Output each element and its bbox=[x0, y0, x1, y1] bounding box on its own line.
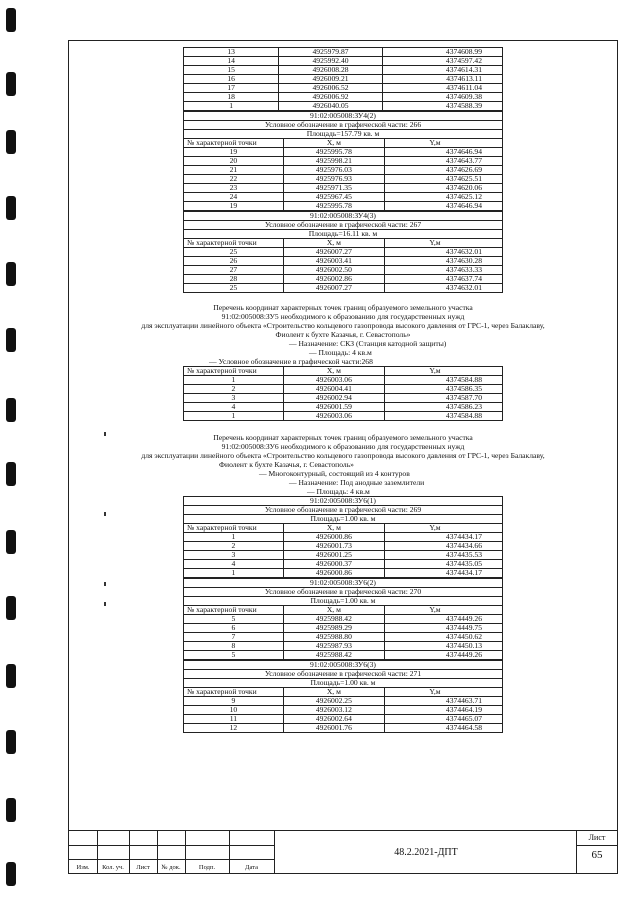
table-row bbox=[184, 569, 503, 578]
y-coordinate: 4374434.17 bbox=[384, 569, 502, 578]
zu5-designation: — Назначение: СКЗ (Станция катодной защиты) bbox=[289, 339, 447, 348]
col-header-x: X, м bbox=[283, 606, 384, 615]
y-coordinate: 4374625.51 bbox=[384, 175, 502, 184]
x-coordinate: 4926009.21 bbox=[279, 75, 382, 84]
zu5-area: — Площадь: 4 кв.м bbox=[309, 348, 372, 357]
zu5-purpose-object: для эксплуатации линейного объекта «Строительство кольцевого газопровода высокого давления от ГРС-1, через Балаклаву, bbox=[141, 321, 545, 330]
section-area: Площадь=16.11 кв. м bbox=[184, 230, 503, 239]
binding-strip bbox=[0, 0, 26, 905]
coord-table-zu5 bbox=[183, 366, 503, 421]
y-coordinate: 4374449.75 bbox=[384, 624, 502, 633]
y-coordinate: 4374586.35 bbox=[384, 385, 502, 394]
section-area: Площадь=1.00 кв. м bbox=[184, 597, 503, 606]
zu6-contours: — Многоконтурный, состоящий из 4 контуров bbox=[259, 469, 410, 478]
point-number: 2 bbox=[184, 385, 284, 394]
zu6-cadastral: 91:02:005008:ЗУ6 необходимого к образованию для государственных нужд bbox=[221, 442, 465, 451]
y-coordinate: 4374587.70 bbox=[384, 394, 502, 403]
point-number: 8 bbox=[184, 642, 284, 651]
point-number: 22 bbox=[184, 175, 284, 184]
coord-table-zu6-1 bbox=[183, 496, 503, 578]
point-number: 19 bbox=[184, 148, 284, 157]
y-coordinate: 4374646.94 bbox=[384, 202, 502, 211]
x-coordinate: 4926002.94 bbox=[283, 394, 384, 403]
y-coordinate: 4374633.33 bbox=[384, 266, 502, 275]
y-coordinate: 4374620.06 bbox=[384, 184, 502, 193]
x-coordinate: 4925988.42 bbox=[283, 615, 384, 624]
zu5-location: Фиолент к бухте Казачья, г. Севастополь» bbox=[275, 330, 411, 339]
y-coordinate: 4374632.01 bbox=[384, 284, 502, 293]
zu6-description bbox=[69, 433, 617, 496]
zu6-area: — Площадь: 4 кв.м bbox=[307, 487, 370, 496]
zu6-designation: — Назначение: Под анодные заземлители bbox=[289, 478, 425, 487]
section-legend: Условное обозначение в графической части: 271 bbox=[184, 670, 503, 679]
x-coordinate: 4926001.25 bbox=[283, 551, 384, 560]
point-number: 5 bbox=[184, 651, 284, 660]
section-area: Площадь=1.00 кв. м bbox=[184, 515, 503, 524]
y-coordinate: 4374588.39 bbox=[382, 102, 502, 111]
coord-table-zu6-3 bbox=[183, 660, 503, 733]
x-coordinate: 4926006.52 bbox=[279, 84, 382, 93]
x-coordinate: 4925988.80 bbox=[283, 633, 384, 642]
stamp-label-signature: Подп. bbox=[198, 864, 216, 871]
point-number: 13 bbox=[184, 48, 279, 57]
revision-grid bbox=[69, 831, 274, 873]
table-row bbox=[184, 412, 503, 421]
point-number: 18 bbox=[184, 93, 279, 102]
x-coordinate: 4925971.35 bbox=[283, 184, 384, 193]
col-header-point: № характерной точки bbox=[184, 524, 284, 533]
x-coordinate: 4926007.27 bbox=[283, 248, 384, 257]
x-coordinate: 4926002.86 bbox=[283, 275, 384, 284]
binding-hole bbox=[6, 462, 16, 486]
point-number: 12 bbox=[184, 724, 284, 733]
y-coordinate: 4374449.26 bbox=[384, 651, 502, 660]
section-code: 91:02:005008:ЗУ4(2) bbox=[184, 112, 503, 121]
table-row bbox=[184, 284, 503, 293]
y-coordinate: 4374450.13 bbox=[384, 642, 502, 651]
section-code: 91:02:005008:ЗУ4(3) bbox=[184, 212, 503, 221]
x-coordinate: 4926007.27 bbox=[283, 284, 384, 293]
point-number: 15 bbox=[184, 66, 279, 75]
x-coordinate: 4926006.92 bbox=[279, 93, 382, 102]
x-coordinate: 4925995.78 bbox=[283, 148, 384, 157]
y-coordinate: 4374584.88 bbox=[384, 376, 502, 385]
x-coordinate: 4926000.86 bbox=[283, 569, 384, 578]
table-row bbox=[184, 202, 503, 211]
col-header-x: X, м bbox=[283, 139, 384, 148]
y-coordinate: 4374435.53 bbox=[384, 551, 502, 560]
table-row bbox=[184, 651, 503, 660]
binding-hole bbox=[6, 72, 16, 96]
binding-hole bbox=[6, 398, 16, 422]
x-coordinate: 4926002.64 bbox=[283, 715, 384, 724]
x-coordinate: 4926003.12 bbox=[283, 706, 384, 715]
point-number: 26 bbox=[184, 257, 284, 266]
col-header-point: № характерной точки bbox=[184, 239, 284, 248]
x-coordinate: 4925992.40 bbox=[279, 57, 382, 66]
zu6-heading: Перечень координат характерных точек границ образуемого земельного участка bbox=[213, 433, 473, 442]
zu6-purpose-object: для эксплуатации линейного объекта «Строительство кольцевого газопровода высокого давления от ГРС-1, через Балаклаву, bbox=[141, 451, 545, 460]
y-coordinate: 4374614.31 bbox=[382, 66, 502, 75]
x-coordinate: 4926003.06 bbox=[283, 412, 384, 421]
zu5-description bbox=[69, 303, 617, 366]
coord-table-zu4-3 bbox=[183, 211, 503, 293]
col-header-y: Y,м bbox=[384, 688, 502, 697]
col-header-point: № характерной точки bbox=[184, 139, 284, 148]
y-coordinate: 4374597.42 bbox=[382, 57, 502, 66]
y-coordinate: 4374435.05 bbox=[384, 560, 502, 569]
x-coordinate: 4925988.42 bbox=[283, 651, 384, 660]
zu5-heading: Перечень координат характерных точек границ образуемого земельного участка bbox=[213, 303, 473, 312]
binding-hole bbox=[6, 328, 16, 352]
section-code: 91:02:005008:ЗУ6(1) bbox=[184, 497, 503, 506]
y-coordinate: 4374464.19 bbox=[384, 706, 502, 715]
sheet-label: Лист bbox=[577, 833, 617, 846]
x-coordinate: 4926001.59 bbox=[283, 403, 384, 412]
x-coordinate: 4926003.06 bbox=[283, 376, 384, 385]
col-header-point: № характерной точки bbox=[184, 367, 284, 376]
point-number: 21 bbox=[184, 166, 284, 175]
binding-hole bbox=[6, 262, 16, 286]
x-coordinate: 4925998.21 bbox=[283, 157, 384, 166]
stamp-label-count: Кол. уч. bbox=[102, 864, 124, 871]
col-header-x: X, м bbox=[283, 239, 384, 248]
sheet-number: 65 bbox=[591, 849, 603, 861]
y-coordinate: 4374632.01 bbox=[384, 248, 502, 257]
x-coordinate: 4926040.05 bbox=[279, 102, 382, 111]
x-coordinate: 4926002.50 bbox=[283, 266, 384, 275]
col-header-y: Y,м bbox=[384, 367, 502, 376]
y-coordinate: 4374450.62 bbox=[384, 633, 502, 642]
point-number: 14 bbox=[184, 57, 279, 66]
col-header-x: X, м bbox=[283, 524, 384, 533]
binding-hole bbox=[6, 798, 16, 822]
x-coordinate: 4925989.29 bbox=[283, 624, 384, 633]
col-header-y: Y,м bbox=[384, 139, 502, 148]
section-area: Площадь=1.00 кв. м bbox=[184, 679, 503, 688]
x-coordinate: 4926003.41 bbox=[283, 257, 384, 266]
point-number: 1 bbox=[184, 412, 284, 421]
binding-hole bbox=[6, 196, 16, 220]
y-coordinate: 4374465.07 bbox=[384, 715, 502, 724]
y-coordinate: 4374608.99 bbox=[382, 48, 502, 57]
point-number: 24 bbox=[184, 193, 284, 202]
binding-hole bbox=[6, 730, 16, 754]
point-number: 1 bbox=[184, 102, 279, 111]
x-coordinate: 4926008.28 bbox=[279, 66, 382, 75]
table-row bbox=[184, 724, 503, 733]
point-number: 11 bbox=[184, 715, 284, 724]
binding-hole bbox=[6, 664, 16, 688]
y-coordinate: 4374646.94 bbox=[384, 148, 502, 157]
section-legend: Условное обозначение в графической части: 267 bbox=[184, 221, 503, 230]
point-number: 28 bbox=[184, 275, 284, 284]
table-row bbox=[184, 102, 503, 111]
x-coordinate: 4925976.03 bbox=[283, 166, 384, 175]
y-coordinate: 4374434.17 bbox=[384, 533, 502, 542]
binding-hole bbox=[6, 130, 16, 154]
y-coordinate: 4374630.28 bbox=[384, 257, 502, 266]
point-number: 7 bbox=[184, 633, 284, 642]
x-coordinate: 4925967.45 bbox=[283, 193, 384, 202]
zu5-legend: — Условное обозначение в графической части:268 bbox=[209, 357, 373, 366]
col-header-y: Y,м bbox=[384, 524, 502, 533]
point-number: 3 bbox=[184, 394, 284, 403]
coord-table-zu6-2 bbox=[183, 578, 503, 660]
y-coordinate: 4374626.69 bbox=[384, 166, 502, 175]
x-coordinate: 4926004.41 bbox=[283, 385, 384, 394]
drawing-frame bbox=[68, 40, 618, 874]
y-coordinate: 4374643.77 bbox=[384, 157, 502, 166]
binding-hole bbox=[6, 530, 16, 554]
y-coordinate: 4374586.23 bbox=[384, 403, 502, 412]
point-number: 10 bbox=[184, 706, 284, 715]
point-number: 27 bbox=[184, 266, 284, 275]
point-number: 1 bbox=[184, 569, 284, 578]
section-legend: Условное обозначение в графической части: 270 bbox=[184, 588, 503, 597]
col-header-point: № характерной точки bbox=[184, 688, 284, 697]
binding-hole bbox=[6, 862, 16, 886]
point-number: 16 bbox=[184, 75, 279, 84]
stamp-label-change: Изм. bbox=[76, 864, 90, 871]
point-number: 6 bbox=[184, 624, 284, 633]
x-coordinate: 4926000.86 bbox=[283, 533, 384, 542]
col-header-y: Y,м bbox=[384, 239, 502, 248]
point-number: 3 bbox=[184, 551, 284, 560]
point-number: 19 bbox=[184, 202, 284, 211]
section-area: Площадь=157.79 кв. м bbox=[184, 130, 503, 139]
coord-table-zu4-2 bbox=[183, 111, 503, 211]
point-number: 20 bbox=[184, 157, 284, 166]
col-header-x: X, м bbox=[283, 367, 384, 376]
x-coordinate: 4925987.93 bbox=[283, 642, 384, 651]
binding-hole bbox=[6, 8, 16, 32]
section-legend: Условное обозначение в графической части: 269 bbox=[184, 506, 503, 515]
binding-hole bbox=[6, 596, 16, 620]
stamp-label-sheet: Лист bbox=[136, 864, 150, 871]
stamp-label-date: Дата bbox=[245, 864, 258, 871]
x-coordinate: 4925995.78 bbox=[283, 202, 384, 211]
y-coordinate: 4374625.12 bbox=[384, 193, 502, 202]
x-coordinate: 4926002.25 bbox=[283, 697, 384, 706]
section-legend: Условное обозначение в графической части: 266 bbox=[184, 121, 503, 130]
coord-table-zu4-1 bbox=[183, 47, 503, 111]
section-code: 91:02:005008:ЗУ6(2) bbox=[184, 579, 503, 588]
y-coordinate: 4374584.88 bbox=[384, 412, 502, 421]
zu6-location: Фиолент к бухте Казачья, г. Севастополь» bbox=[219, 460, 354, 469]
col-header-x: X, м bbox=[283, 688, 384, 697]
x-coordinate: 4926001.73 bbox=[283, 542, 384, 551]
col-header-point: № характерной точки bbox=[184, 606, 284, 615]
point-number: 17 bbox=[184, 84, 279, 93]
point-number: 4 bbox=[184, 403, 284, 412]
zu5-cadastral: 91:02:005008:ЗУ5 необходимого к образованию для государственных нужд bbox=[221, 312, 465, 321]
y-coordinate: 4374463.71 bbox=[384, 697, 502, 706]
col-header-y: Y,м bbox=[384, 606, 502, 615]
x-coordinate: 4926000.37 bbox=[283, 560, 384, 569]
point-number: 23 bbox=[184, 184, 284, 193]
x-coordinate: 4925979.87 bbox=[279, 48, 382, 57]
point-number: 25 bbox=[184, 284, 284, 293]
point-number: 5 bbox=[184, 615, 284, 624]
sheet-cell bbox=[576, 831, 617, 873]
section-code: 91:02:005008:ЗУ6(3) bbox=[184, 661, 503, 670]
point-number: 1 bbox=[184, 533, 284, 542]
y-coordinate: 4374637.74 bbox=[384, 275, 502, 284]
point-number: 2 bbox=[184, 542, 284, 551]
y-coordinate: 4374434.66 bbox=[384, 542, 502, 551]
point-number: 9 bbox=[184, 697, 284, 706]
point-number: 25 bbox=[184, 248, 284, 257]
point-number: 1 bbox=[184, 376, 284, 385]
page-content bbox=[69, 47, 617, 733]
point-number: 4 bbox=[184, 560, 284, 569]
x-coordinate: 4925976.93 bbox=[283, 175, 384, 184]
x-coordinate: 4926001.76 bbox=[283, 724, 384, 733]
y-coordinate: 4374611.04 bbox=[382, 84, 502, 93]
y-coordinate: 4374609.38 bbox=[382, 93, 502, 102]
y-coordinate: 4374613.11 bbox=[382, 75, 502, 84]
stamp-label-docnum: № док. bbox=[161, 864, 181, 871]
title-block bbox=[69, 830, 617, 873]
y-coordinate: 4374464.58 bbox=[384, 724, 502, 733]
document-code: 48.2.2021-ДПТ bbox=[274, 831, 577, 873]
y-coordinate: 4374449.26 bbox=[384, 615, 502, 624]
